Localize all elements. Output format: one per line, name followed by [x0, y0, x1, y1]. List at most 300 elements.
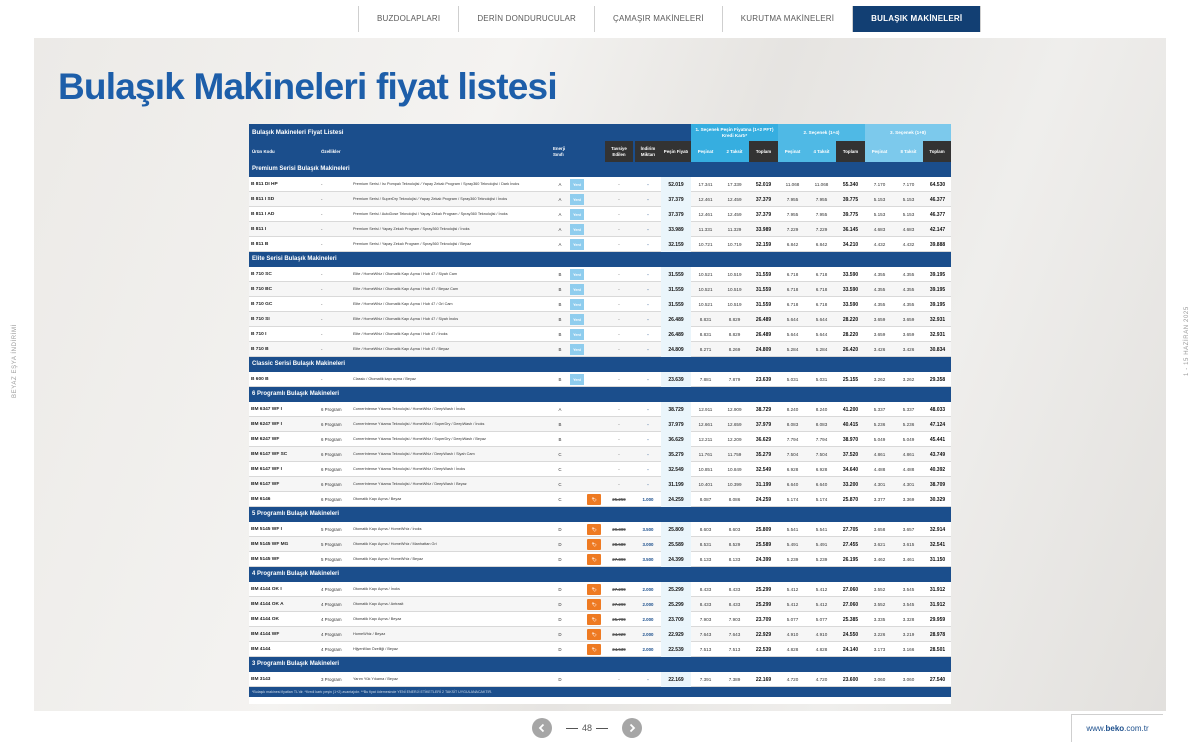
features: Elite / HomeWhiz / Otomatik Kapı Açma / Hub 47 / Siyah Cam: [353, 272, 458, 277]
price-cell: 4.828: [815, 647, 828, 652]
tab-5[interactable]: BULAŞIK MAKİNELERİ: [852, 6, 981, 32]
price-cell: 10.721: [698, 242, 713, 247]
program-count: 5 Program: [321, 557, 342, 562]
price-cell: 29.358: [929, 376, 946, 383]
price-cell: 6.718: [786, 272, 799, 277]
price-cell: 3.462: [873, 557, 886, 562]
price-cell: 7.643: [728, 632, 741, 637]
price-cell: 28.220: [842, 331, 859, 338]
product-code: BM 4144 OK: [251, 617, 279, 622]
cash-price: 25.809: [661, 522, 691, 537]
discount-amount: 1.000: [642, 497, 654, 502]
col-g3-downpayment: Peşinat: [865, 141, 894, 162]
price-cell: 5.644: [786, 332, 799, 337]
cash-price: 32.159: [661, 237, 691, 252]
program-count: -: [321, 317, 323, 322]
price-cell: 27.060: [842, 601, 859, 608]
product-code: B 811 B: [251, 242, 269, 247]
price-cell: 7.513: [728, 647, 741, 652]
energy-class: C: [558, 467, 562, 472]
price-cell: 32.914: [929, 526, 946, 533]
features: Premium Serisi / Isı Pompalı Teknolojisi / Yapay Zekalı Program / Spray360 Teknolojisi / Dark İnoks: [353, 182, 520, 187]
brand-name: beko: [1105, 724, 1125, 733]
price-cell: 8.603: [728, 527, 741, 532]
program-count: 4 Program: [321, 587, 342, 592]
price-cell: 37.520: [842, 451, 859, 458]
price-cell: 25.809: [755, 526, 772, 533]
price-cell: 40.392: [929, 466, 946, 473]
cash-price: 26.489: [661, 327, 691, 342]
program-count: 6 Program: [321, 497, 342, 502]
energy-class: B: [558, 317, 562, 322]
brand-link[interactable]: [1071, 714, 1163, 742]
price-cell: 25.299: [755, 586, 772, 593]
discount-amount: 2.000: [642, 632, 654, 637]
col-cash-price: Peşin Fiyatı: [661, 141, 691, 162]
price-cell: 43.749: [929, 451, 946, 458]
price-cell: 25.299: [755, 601, 772, 608]
price-cell: 48.033: [929, 406, 946, 413]
cash-price: 23.709: [661, 612, 691, 627]
table-row: [249, 207, 951, 222]
product-code: B 710 GC: [251, 302, 273, 307]
price-cell: 8.433: [699, 587, 712, 592]
price-cell: 7.504: [786, 452, 799, 457]
price-cell: 10.849: [727, 467, 742, 472]
price-cell: 3.659: [902, 332, 915, 337]
table-row: [249, 267, 951, 282]
table-row: [249, 237, 951, 252]
energy-class: D: [558, 617, 562, 622]
energy-class: C: [558, 497, 562, 502]
features: Premium Serisi / Yapay Zekalı Program / Spray360 Teknolojisi / Beyaz: [353, 242, 471, 247]
price-cell: 31.559: [755, 271, 772, 278]
recommended-price: -: [618, 452, 620, 457]
section-header: 5 Programlı Bulaşık Makineleri: [249, 507, 951, 522]
price-cell: 10.399: [727, 482, 742, 487]
price-cell: 3.262: [873, 377, 886, 382]
program-count: 4 Program: [321, 632, 342, 637]
price-cell: 12.459: [727, 212, 742, 217]
product-code: B 811 I SD: [251, 197, 275, 202]
product-code: BM 5145 WF I: [251, 527, 282, 532]
price-cell: 6.640: [815, 482, 828, 487]
energy-class: A: [558, 242, 562, 247]
col-g1-downpayment: Peşinat: [691, 141, 720, 162]
cash-price: 26.489: [661, 312, 691, 327]
energy-class: B: [558, 437, 562, 442]
price-cell: 5.644: [786, 317, 799, 322]
program-count: -: [321, 377, 323, 382]
price-cell: 8.087: [699, 497, 712, 502]
table-row: [249, 537, 951, 552]
price-cell: 5.049: [873, 437, 886, 442]
price-cell: 32.931: [929, 316, 946, 323]
program-count: 5 Program: [321, 542, 342, 547]
program-count: -: [321, 347, 323, 352]
option1-header: 1. Seçenek Peşin Fiyatına (1+2 PFT) Kredi Kartı*: [691, 124, 778, 141]
price-cell: 5.412: [815, 587, 828, 592]
tag-icon: 🏷: [587, 644, 601, 655]
price-cell: 5.153: [902, 212, 915, 217]
price-cell: 5.644: [815, 317, 828, 322]
page-indicator: [562, 723, 612, 733]
price-cell: 31.150: [929, 556, 946, 563]
new-badge: Yeni: [570, 269, 584, 280]
price-cell: 36.629: [755, 436, 772, 443]
tag-icon: 🏷: [587, 554, 601, 565]
price-cell: 26.195: [842, 556, 859, 563]
program-count: 5 Program: [321, 527, 342, 532]
cash-price: 24.399: [661, 552, 691, 567]
price-cell: 5.031: [815, 377, 828, 382]
table-body: [249, 162, 951, 697]
col-recommended: Tavsiye Edilen: [605, 141, 633, 162]
price-cell: 33.590: [842, 301, 859, 308]
price-cell: 3.615: [902, 542, 915, 547]
price-cell: 5.337: [902, 407, 915, 412]
energy-class: A: [558, 407, 562, 412]
price-cell: 37.379: [755, 196, 772, 203]
program-count: 4 Program: [321, 602, 342, 607]
price-cell: 8.433: [728, 587, 741, 592]
price-cell: 10.519: [727, 287, 742, 292]
energy-class: B: [558, 332, 562, 337]
price-cell: 24.399: [755, 556, 772, 563]
price-cell: 4.432: [902, 242, 915, 247]
program-count: -: [321, 287, 323, 292]
discount-amount: -: [647, 437, 649, 442]
price-cell: 5.284: [786, 347, 799, 352]
price-cell: 6.718: [786, 287, 799, 292]
new-badge: Yeni: [570, 374, 584, 385]
price-cell: 8.831: [699, 332, 712, 337]
price-cell: 4.683: [902, 227, 915, 232]
price-cell: 3.657: [902, 527, 915, 532]
recommended-price: -: [618, 407, 620, 412]
price-cell: 3.335: [873, 617, 886, 622]
features: Premium Serisi / SuperDry Teknolojisi / Yapay Zekalı Program / Spray360 Teknolojisi / İnoks: [353, 197, 508, 202]
price-cell: 5.337: [873, 407, 886, 412]
product-code: B 710 I: [251, 332, 267, 337]
price-cell: 5.239: [815, 557, 828, 562]
product-code: B 710 B: [251, 347, 269, 352]
price-cell: 38.970: [842, 436, 859, 443]
energy-class: D: [558, 647, 562, 652]
price-cell: 32.541: [929, 541, 946, 548]
cash-price: 37.979: [661, 417, 691, 432]
category-tabs: [358, 6, 981, 32]
price-cell: 25.589: [755, 541, 772, 548]
price-cell: 4.355: [902, 272, 915, 277]
program-count: 4 Program: [321, 647, 342, 652]
price-cell: 3.226: [873, 632, 886, 637]
cash-price: 22.169: [661, 672, 691, 687]
price-cell: 4.910: [786, 632, 799, 637]
brand-suffix: .com.tr: [1124, 724, 1149, 733]
price-cell: 45.441: [929, 436, 946, 443]
features: Otomatik Kapı Açma / HomeWhiz / Manhattan Gri: [353, 542, 437, 547]
price-cell: 5.077: [815, 617, 828, 622]
price-cell: 7.229: [786, 227, 799, 232]
price-cell: 7.955: [815, 197, 828, 202]
price-cell: 10.519: [727, 272, 742, 277]
table-row: [249, 492, 951, 507]
energy-class: B: [558, 347, 562, 352]
price-cell: 12.461: [698, 197, 713, 202]
cash-price: 37.379: [661, 192, 691, 207]
discount-amount: -: [647, 677, 649, 682]
discount-amount: -: [647, 407, 649, 412]
product-code: B 710 BC: [251, 287, 273, 292]
price-cell: 7.903: [728, 617, 741, 622]
price-cell: 22.539: [755, 646, 772, 653]
recommended-price: -: [618, 422, 620, 427]
tab-2[interactable]: DERİN DONDURUCULAR: [458, 6, 594, 32]
price-cell: 4.720: [786, 677, 799, 682]
tag-icon: 🏷: [587, 524, 601, 535]
price-cell: 5.153: [873, 197, 886, 202]
price-cell: 6.928: [786, 467, 799, 472]
product-code: B 811 I: [251, 227, 267, 232]
tag-icon: 🏷: [587, 584, 601, 595]
price-cell: 27.060: [842, 586, 859, 593]
table-row: [249, 627, 951, 642]
program-count: -: [321, 212, 323, 217]
price-cell: 37.379: [755, 211, 772, 218]
program-count: 6 Program: [321, 482, 342, 487]
price-cell: 5.236: [902, 422, 915, 427]
table-row: [249, 432, 951, 447]
program-count: 6 Program: [321, 422, 342, 427]
energy-class: D: [558, 587, 562, 592]
side-caption-right: 1 - 15 HAZİRAN 2025: [1184, 306, 1190, 376]
price-cell: 12.909: [727, 407, 742, 412]
features: CornerIntense Yıkama Teknolojisi / HomeWhiz / DeepWash / İnoks: [353, 407, 466, 412]
cash-price: 33.989: [661, 222, 691, 237]
recommended-price: 28.589: [612, 542, 626, 547]
cash-price: 24.809: [661, 342, 691, 357]
discount-amount: 2.000: [642, 587, 654, 592]
energy-class: B: [558, 422, 562, 427]
energy-class: A: [558, 212, 562, 217]
price-cell: 8.133: [699, 557, 712, 562]
product-code: BM 4144: [251, 647, 271, 652]
new-badge: Yeni: [570, 329, 584, 340]
table-row: [249, 642, 951, 657]
price-cell: 3.461: [902, 557, 915, 562]
tab-3[interactable]: ÇAMAŞIR MAKİNELERİ: [594, 6, 722, 32]
cash-price: 35.279: [661, 447, 691, 462]
energy-class: A: [558, 197, 562, 202]
energy-class: D: [558, 602, 562, 607]
price-cell: 39.195: [929, 286, 946, 293]
new-badge: Yeni: [570, 344, 584, 355]
cash-price: 25.589: [661, 537, 691, 552]
price-cell: 3.658: [873, 527, 886, 532]
recommended-price: -: [618, 227, 620, 232]
price-cell: 8.829: [728, 317, 741, 322]
table-row: [249, 552, 951, 567]
discount-amount: -: [647, 347, 649, 352]
table-row: [249, 222, 951, 237]
price-cell: 5.153: [873, 212, 886, 217]
price-cell: 3.621: [873, 542, 886, 547]
price-cell: 33.590: [842, 286, 859, 293]
price-cell: 33.200: [842, 481, 859, 488]
discount-amount: 3.000: [642, 542, 654, 547]
price-cell: 10.719: [727, 242, 742, 247]
recommended-price: -: [618, 242, 620, 247]
price-cell: 28.978: [929, 631, 946, 638]
product-code: BM 6247 WF I: [251, 422, 282, 427]
price-cell: 4.488: [902, 467, 915, 472]
price-cell: 7.879: [728, 377, 741, 382]
col-features: Özellikler: [321, 148, 341, 154]
section-header: 6 Programlı Bulaşık Makineleri: [249, 387, 951, 402]
price-cell: 4.720: [815, 677, 828, 682]
price-cell: 8.240: [786, 407, 799, 412]
price-cell: 7.389: [728, 677, 741, 682]
product-code: B 811 I AD: [251, 212, 275, 217]
program-count: 6 Program: [321, 407, 342, 412]
discount-amount: 3.500: [642, 557, 654, 562]
table-row: [249, 477, 951, 492]
tab-1[interactable]: BUZDOLAPLARI: [358, 6, 458, 32]
col-g3-total: Toplam: [923, 141, 951, 162]
price-cell: 5.541: [815, 527, 828, 532]
product-code: B 710 SI: [251, 317, 270, 322]
product-code: BM 5145 WF MG: [251, 542, 289, 547]
price-cell: 38.709: [929, 481, 946, 488]
table-row: [249, 192, 951, 207]
recommended-price: -: [618, 182, 620, 187]
price-cell: 39.195: [929, 301, 946, 308]
table-row: [249, 402, 951, 417]
price-cell: 4.301: [873, 482, 886, 487]
arrow-left-icon[interactable]: [532, 718, 552, 738]
discount-amount: -: [647, 272, 649, 277]
price-cell: 5.412: [815, 602, 828, 607]
cash-price: 37.379: [661, 207, 691, 222]
new-badge: Yeni: [570, 299, 584, 310]
features: Otomatik Kapı Açma / HomeWhiz / İnoks: [353, 527, 422, 532]
price-cell: 4.910: [815, 632, 828, 637]
price-cell: 24.550: [842, 631, 859, 638]
price-cell: 32.159: [755, 241, 772, 248]
energy-class: D: [558, 677, 562, 682]
price-cell: 4.355: [873, 287, 886, 292]
energy-class: D: [558, 632, 562, 637]
cash-price: 31.559: [661, 282, 691, 297]
price-cell: 46.377: [929, 211, 946, 218]
program-count: -: [321, 197, 323, 202]
cash-price: 31.559: [661, 297, 691, 312]
features: CornerIntense Yıkama Teknolojisi / HomeWhiz / SuperDry / DeepWash / İnoks: [353, 422, 485, 427]
tag-icon: 🏷: [587, 614, 601, 625]
price-cell: 7.881: [699, 377, 712, 382]
recommended-price: -: [618, 482, 620, 487]
table-row: [249, 177, 951, 192]
features: CornerIntense Yıkama Teknolojisi / HomeWhiz / DeepWash / İnoks: [353, 467, 466, 472]
arrow-right-icon[interactable]: [622, 718, 642, 738]
discount-amount: -: [647, 422, 649, 427]
energy-class: A: [558, 182, 562, 187]
price-cell: 36.145: [842, 226, 859, 233]
price-cell: 3.328: [902, 617, 915, 622]
features: Classic / Otomatik kapı açma / Beyaz: [353, 377, 416, 382]
tag-icon: 🏷: [587, 539, 601, 550]
product-code: BM 6147 WF: [251, 482, 280, 487]
tag-icon: 🏷: [587, 494, 601, 505]
price-cell: 12.459: [727, 197, 742, 202]
discount-amount: -: [647, 287, 649, 292]
recommended-price: 29.309: [612, 527, 626, 532]
features: Premium Serisi / AutoDose Teknolojisi / Yapay Zekalı Program / Spray360 Teknolojisi / İnoks: [353, 212, 508, 217]
page-title: Bulaşık Makineleri fiyat listesi: [58, 66, 557, 107]
price-cell: 3.659: [873, 332, 886, 337]
tag-icon: 🏷: [587, 629, 601, 640]
price-cell: 5.412: [786, 602, 799, 607]
price-cell: 4.355: [902, 287, 915, 292]
page-number: 48: [582, 723, 593, 733]
col-g1-total: Toplam: [749, 141, 778, 162]
tab-4[interactable]: KURUTMA MAKİNELERİ: [722, 6, 852, 32]
table-row: [249, 417, 951, 432]
price-cell: 10.519: [727, 302, 742, 307]
cash-price: 23.639: [661, 372, 691, 387]
discount-amount: -: [647, 482, 649, 487]
price-cell: 5.031: [786, 377, 799, 382]
price-cell: 22.929: [755, 631, 772, 638]
price-cell: 3.552: [873, 587, 886, 592]
price-cell: 8.086: [728, 497, 741, 502]
price-cell: 4.355: [902, 302, 915, 307]
features: Otomatik Kapı Açma / Beyaz: [353, 497, 402, 502]
price-cell: 3.545: [902, 587, 915, 592]
recommended-price: -: [618, 332, 620, 337]
price-cell: 5.153: [902, 197, 915, 202]
price-cell: 3.545: [902, 602, 915, 607]
price-cell: 31.559: [755, 301, 772, 308]
price-cell: 5.236: [873, 422, 886, 427]
price-cell: 6.718: [786, 302, 799, 307]
cash-price: 52.019: [661, 177, 691, 192]
program-count: 3 Program: [321, 677, 342, 682]
price-cell: 4.683: [873, 227, 886, 232]
price-cell: 7.794: [815, 437, 828, 442]
option3-header: 3. Seçenek (1+8): [865, 124, 951, 141]
table-header-top: [249, 124, 951, 141]
price-cell: 23.600: [842, 676, 859, 683]
price-cell: 29.959: [929, 616, 946, 623]
features: CornerIntense Yıkama Teknolojisi / HomeWhiz / DeepWash / Siyah Cam: [353, 452, 475, 457]
discount-amount: -: [647, 182, 649, 187]
discount-amount: -: [647, 242, 649, 247]
features: Elite / HomeWhiz / Otomatik Kapı Açma / Hub 47 / İnoks: [353, 332, 448, 337]
price-cell: 3.060: [902, 677, 915, 682]
price-cell: 8.083: [786, 422, 799, 427]
price-cell: 8.531: [699, 542, 712, 547]
features: Elite / HomeWhiz / Otomatik Kapı Açma / Hub 47 / Beyaz Cam: [353, 287, 459, 292]
table-row: [249, 282, 951, 297]
price-cell: 7.513: [699, 647, 712, 652]
price-cell: 7.504: [815, 452, 828, 457]
product-code: B 600 B: [251, 377, 269, 382]
energy-class: C: [558, 452, 562, 457]
price-cell: 7.903: [699, 617, 712, 622]
price-cell: 26.420: [842, 346, 859, 353]
